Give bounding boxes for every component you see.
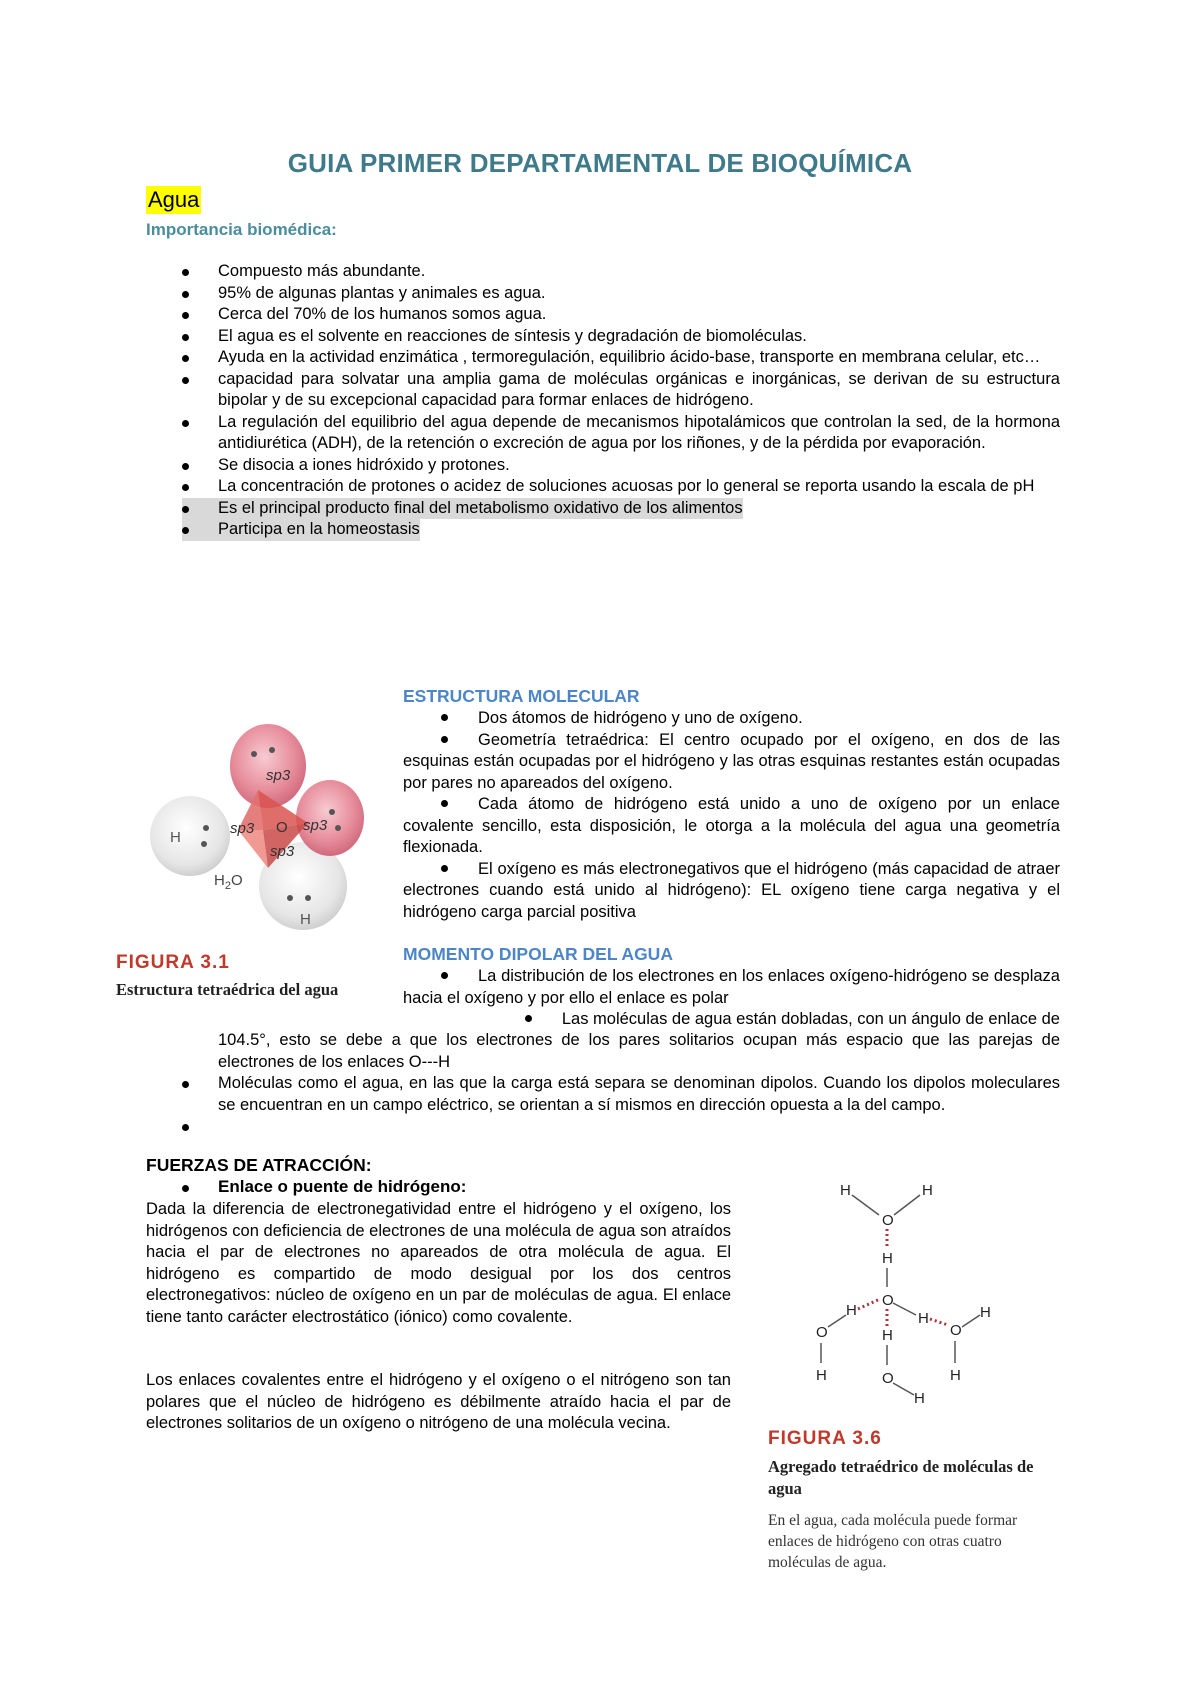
bullet-icon <box>182 334 189 341</box>
bullet-icon <box>182 484 189 491</box>
atom-h: H <box>922 1182 933 1199</box>
figure-3-6-label: FIGURA 3.6 <box>768 1428 882 1449</box>
list-item: La concentración de protones o acidez de soluciones acuosas por lo general se reporta usando la escala de pH <box>218 476 1060 498</box>
atom-h: H <box>816 1367 827 1384</box>
bullet-icon <box>182 463 189 470</box>
hydrogen-sphere-left <box>150 796 230 876</box>
hydrogen-bond <box>858 1299 880 1309</box>
momento-heading: MOMENTO DIPOLAR DEL AGUA <box>403 944 673 964</box>
bullet-icon <box>441 714 448 721</box>
oxygen-label: O <box>276 819 288 836</box>
list-item: Moléculas como el agua, en las que la carga está separa se denominan dipolos. Cuando los dipolos moleculares se encuentran en un campo eléctrico, se orientan a sí mismos en dirección opuesta a la del campo. <box>218 1073 1060 1116</box>
bullet-icon <box>182 1124 189 1131</box>
list-item: El agua es el solvente en reacciones de síntesis y degradación de biomoléculas. <box>218 326 1060 348</box>
section-heading-agua: Agua <box>148 187 200 212</box>
list-item: Se disocia a iones hidróxido y protones. <box>218 455 1060 477</box>
momento-item-1: La distribución de los electrones en los enlaces oxígeno-hidrógeno se desplaza hacia el oxígeno y por ello el enlace es polar <box>403 967 1060 1007</box>
bullet-icon <box>525 1015 532 1022</box>
bullet-icon <box>182 506 189 513</box>
atom-h: H <box>914 1390 925 1407</box>
sp3-label-top: sp3 <box>266 767 291 784</box>
figure-3-6-caption: Agregado tetraédrico de moléculas de agua <box>768 1457 1034 1498</box>
h2o-label: $H_2O$ <box>214 872 243 892</box>
hydrogen-label-left: H <box>170 829 181 846</box>
bullet-icon <box>182 1081 189 1088</box>
list-item: Ayuda en la actividad enzimática , termoregulación, equilibrio ácido-base, transporte en membrana celular, etc… <box>218 347 1060 369</box>
atom-h: H <box>840 1182 851 1199</box>
figure-3-1-label: FIGURA 3.1 <box>116 952 230 973</box>
list-item-empty <box>218 1116 1060 1138</box>
list-item: Geometría tetraédrica: El centro ocupado por el oxígeno, en dos de las esquinas están ocupadas por el hidrógeno y las otras esquinas restantes están ocupadas por pares no apareados del oxígeno. <box>403 730 1060 792</box>
fuerzas-paragraph-2: Los enlaces covalentes entre el hidrógeno y el oxígeno o el nitrógeno son tan polares que el núcleo de hidrógeno es débilmente atraído hacia el par de electrones solitarios de un oxígeno o nitrógeno de una molécula vecina. <box>146 1371 731 1432</box>
lone-pair-lobe-top <box>230 724 306 808</box>
atom-o: O <box>882 1212 894 1229</box>
figure-3-6-description: En el agua, cada molécula puede formar enlaces de hidrógeno con otras cuatro moléculas de agua. <box>768 1512 1018 1571</box>
atom-h: H <box>846 1302 857 1319</box>
sp3-label-bottom: sp3 <box>270 843 295 860</box>
page-title: GUIA PRIMER DEPARTAMENTAL DE BIOQUÍMICA <box>287 148 913 178</box>
estructura-heading: ESTRUCTURA MOLECULAR <box>403 686 640 706</box>
hydrogen-label-bottom: H <box>300 911 311 928</box>
bullet-icon <box>182 355 189 362</box>
atom-h: H <box>882 1327 893 1344</box>
sp3-label-right: sp3 <box>303 817 328 834</box>
bullet-icon <box>441 800 448 807</box>
list-item: 95% de algunas plantas y animales es agua. <box>218 283 1060 305</box>
importancia-list <box>218 261 1060 541</box>
bullet-icon <box>182 1185 189 1192</box>
bullet-icon <box>182 269 189 276</box>
hydrogen-bond <box>930 1319 948 1325</box>
fuerzas-paragraph-1: Dada la diferencia de electronegatividad entre el hidrógeno y el oxígeno, los hidrógenos con deficiencia de electrones de una molécula de agua son atraídos hacia el par de electrones no apareados de otra molécula de agua. El hidrógeno es compartido de modo desigual por los dos centros electronegativos: núcleo de oxígeno en un par de moléculas de agua. El enlace tiene tanto carácter electrostático (iónico) como covalente. <box>146 1200 731 1326</box>
momento-list <box>218 1073 1060 1138</box>
estructura-list <box>403 708 1060 923</box>
list-item: Compuesto más abundante. <box>218 261 1060 283</box>
list-item: Dos átomos de hidrógeno y uno de oxígeno. <box>403 708 1060 730</box>
list-item: La regulación del equilibrio del agua depende de mecanismos hipotalámicos que controlan la sed, de la hormona antidiurética (ADH), de la retención o excreción de agua por los riñones, y de la pérdida por evaporación. <box>218 412 1060 455</box>
atom-o: O <box>816 1324 828 1341</box>
enlace-hidrogeno-subheading: Enlace o puente de hidrógeno: <box>218 1177 466 1197</box>
bullet-icon <box>182 291 189 298</box>
momento-item-2-rest: 104.5°, esto se debe a que los electrones de los pares solitarios ocupan más espacio que las parejas de electrones de los enlaces O---H <box>218 1031 1060 1071</box>
atom-h: H <box>980 1304 991 1321</box>
atom-h: H <box>882 1250 893 1267</box>
figure-3-1-caption: Estructura tetraédrica del agua <box>116 980 339 999</box>
list-item: Cerca del 70% de los humanos somos agua. <box>218 304 1060 326</box>
bullet-icon <box>441 736 448 743</box>
figure-3-1-diagram <box>148 718 368 933</box>
atom-h: H <box>950 1367 961 1384</box>
fuerzas-heading: FUERZAS DE ATRACCIÓN: <box>146 1155 372 1175</box>
list-item-highlighted: Participa en la homeostasis <box>218 519 1060 541</box>
momento-item-2-first: Las moléculas de agua están dobladas, con un ángulo de enlace de <box>403 1009 1060 1031</box>
bullet-icon <box>182 420 189 427</box>
atom-h: H <box>918 1310 929 1327</box>
importancia-heading: Importancia biomédica: <box>146 220 337 239</box>
bullet-icon <box>182 312 189 319</box>
list-item: Cada átomo de hidrógeno está unido a uno de oxígeno por un enlace covalente sencillo, esta disposición, le otorga a la molécula del agua una geometría flexionada. <box>403 795 1060 856</box>
list-item-highlighted: Es el principal producto final del metabolismo oxidativo de los alimentos <box>218 498 1060 520</box>
bullet-icon <box>441 865 448 872</box>
atom-o: O <box>882 1292 894 1309</box>
sp3-label-left: sp3 <box>230 820 255 837</box>
atom-o: O <box>950 1322 962 1339</box>
atom-o: O <box>882 1370 894 1387</box>
figure-3-6-diagram <box>790 1175 1020 1415</box>
bullet-icon <box>182 527 189 534</box>
list-item: El oxígeno es más electronegativos que el hidrógeno (más capacidad de atraer electrones cuando está unido al hidrógeno): EL oxígeno tiene carga negativa y el hidrógeno carga parcial positiva <box>403 859 1060 921</box>
bullet-icon <box>182 377 189 384</box>
list-item: capacidad para solvatar una amplia gama de moléculas orgánicas e inorgánicas, se derivan de su estructura bipolar y de su excepcional capacidad para formar enlaces de hidrógeno. <box>218 369 1060 412</box>
bullet-icon <box>441 972 448 979</box>
